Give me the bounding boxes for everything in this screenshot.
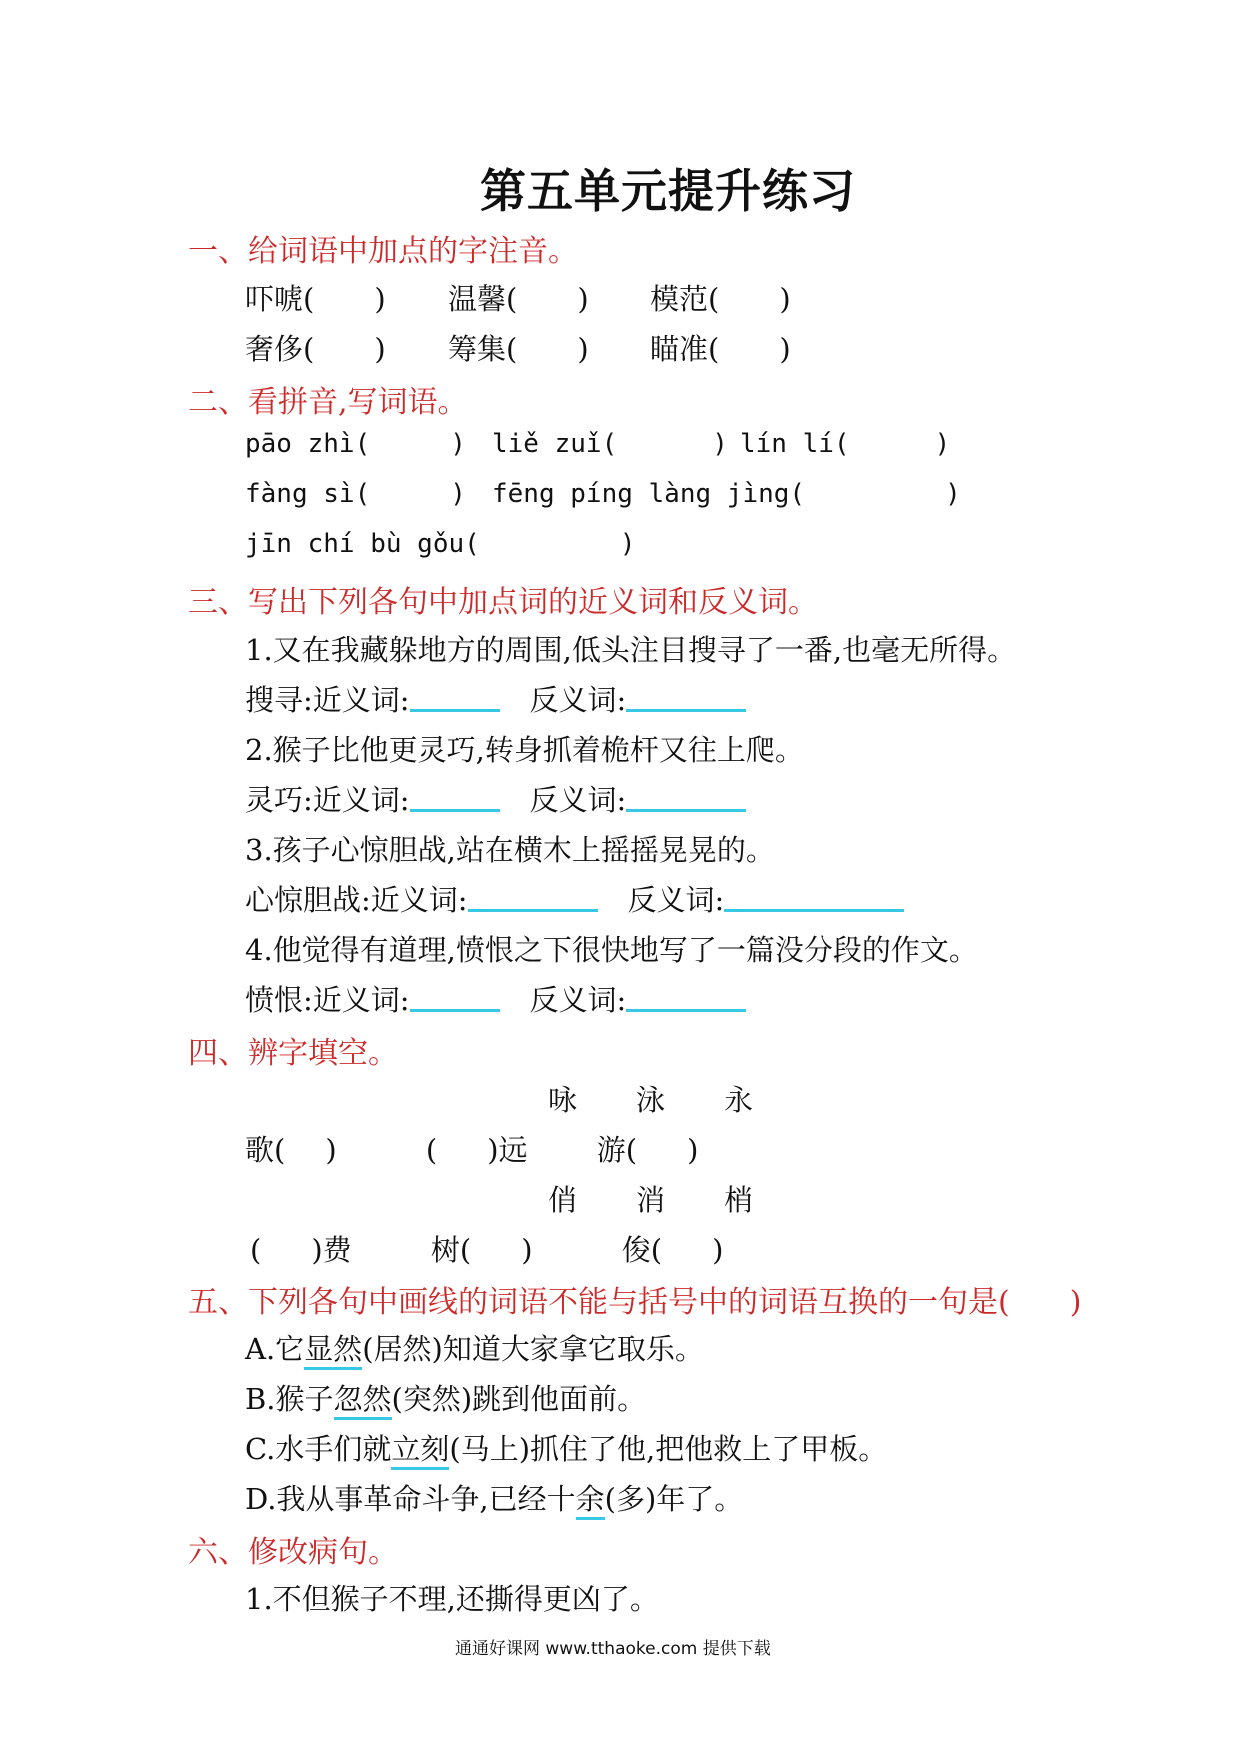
s4-char-1: 咏 xyxy=(548,1083,578,1117)
s1-item-1: 吓唬( ) xyxy=(245,282,386,316)
s4-char-6: 梢 xyxy=(724,1183,754,1217)
s1-item-4: 奢侈( ) xyxy=(245,332,386,366)
s4-blank-row-1: 歌( ) ( )远 游( ) xyxy=(245,1133,699,1167)
s1-item-6: 瞄准( ) xyxy=(650,332,791,366)
s4-char-3: 永 xyxy=(724,1083,754,1117)
s5-option-c: C.水手们就立刻(马上)抓住了他,把他救上了甲板。 xyxy=(245,1427,887,1468)
s2-item-3: lín lí( ) xyxy=(740,429,951,459)
s3-answer-4: 愤恨:近义词: 反义词: xyxy=(245,978,746,1019)
s3-question-3: 3.孩子心惊胆战,站在横木上摇摇晃晃的。 xyxy=(245,833,775,867)
s1-item-2: 温馨( ) xyxy=(448,282,589,316)
section-1-heading: 一、给词语中加点的字注音。 xyxy=(188,234,578,269)
s3-question-1: 1.又在我藏躲地方的周围,低头注目搜寻了一番,也毫无所得。 xyxy=(245,633,1017,667)
s4-blank-row-2: ( )费 树( ) 俊( ) xyxy=(250,1233,724,1267)
s6-question-1: 1.不但猴子不理,还撕得更凶了。 xyxy=(245,1582,659,1616)
s2-item-6: jīn chí bù gǒu( ) xyxy=(245,529,636,559)
section-5-heading: 五、下列各句中画线的词语不能与括号中的词语互换的一句是( ) xyxy=(188,1285,1082,1320)
s5-option-d: D.我从事革命斗争,已经十余(多)年了。 xyxy=(245,1477,743,1518)
s4-char-4: 俏 xyxy=(548,1183,578,1217)
s3-question-4: 4.他觉得有道理,愤恨之下很快地写了一篇没分段的作文。 xyxy=(245,933,978,967)
s2-item-4: fàng sì( ) xyxy=(245,479,466,509)
s3-question-2: 2.猴子比他更灵巧,转身抓着桅杆又往上爬。 xyxy=(245,733,804,767)
page-title: 第五单元提升练习 xyxy=(480,164,856,218)
s4-char-2: 泳 xyxy=(636,1083,666,1117)
s3-answer-1: 搜寻:近义词: 反义词: xyxy=(245,678,746,719)
s3-answer-3: 心惊胆战:近义词: 反义词: xyxy=(245,878,904,919)
section-2-heading: 二、看拼音,写词语。 xyxy=(188,385,468,420)
s5-option-b: B.猴子忽然(突然)跳到他面前。 xyxy=(245,1377,646,1418)
s3-answer-2: 灵巧:近义词: 反义词: xyxy=(245,778,746,819)
s4-char-5: 消 xyxy=(636,1183,666,1217)
section-3-heading: 三、写出下列各句中加点词的近义词和反义词。 xyxy=(188,585,818,620)
footer-credit: 通通好课网 www.tthaoke.com 提供下载 xyxy=(455,1639,771,1659)
s2-item-5: fēng píng làng jìng( ) xyxy=(492,479,961,509)
section-4-heading: 四、辨字填空。 xyxy=(188,1036,398,1071)
s2-item-1: pāo zhì( ) xyxy=(245,429,466,459)
s1-item-5: 筹集( ) xyxy=(448,332,589,366)
s5-option-a: A.它显然(居然)知道大家拿它取乐。 xyxy=(245,1327,704,1368)
section-6-heading: 六、修改病句。 xyxy=(188,1535,398,1570)
s2-item-2: liě zuǐ( ) xyxy=(492,429,728,459)
s1-item-3: 模范( ) xyxy=(650,282,791,316)
